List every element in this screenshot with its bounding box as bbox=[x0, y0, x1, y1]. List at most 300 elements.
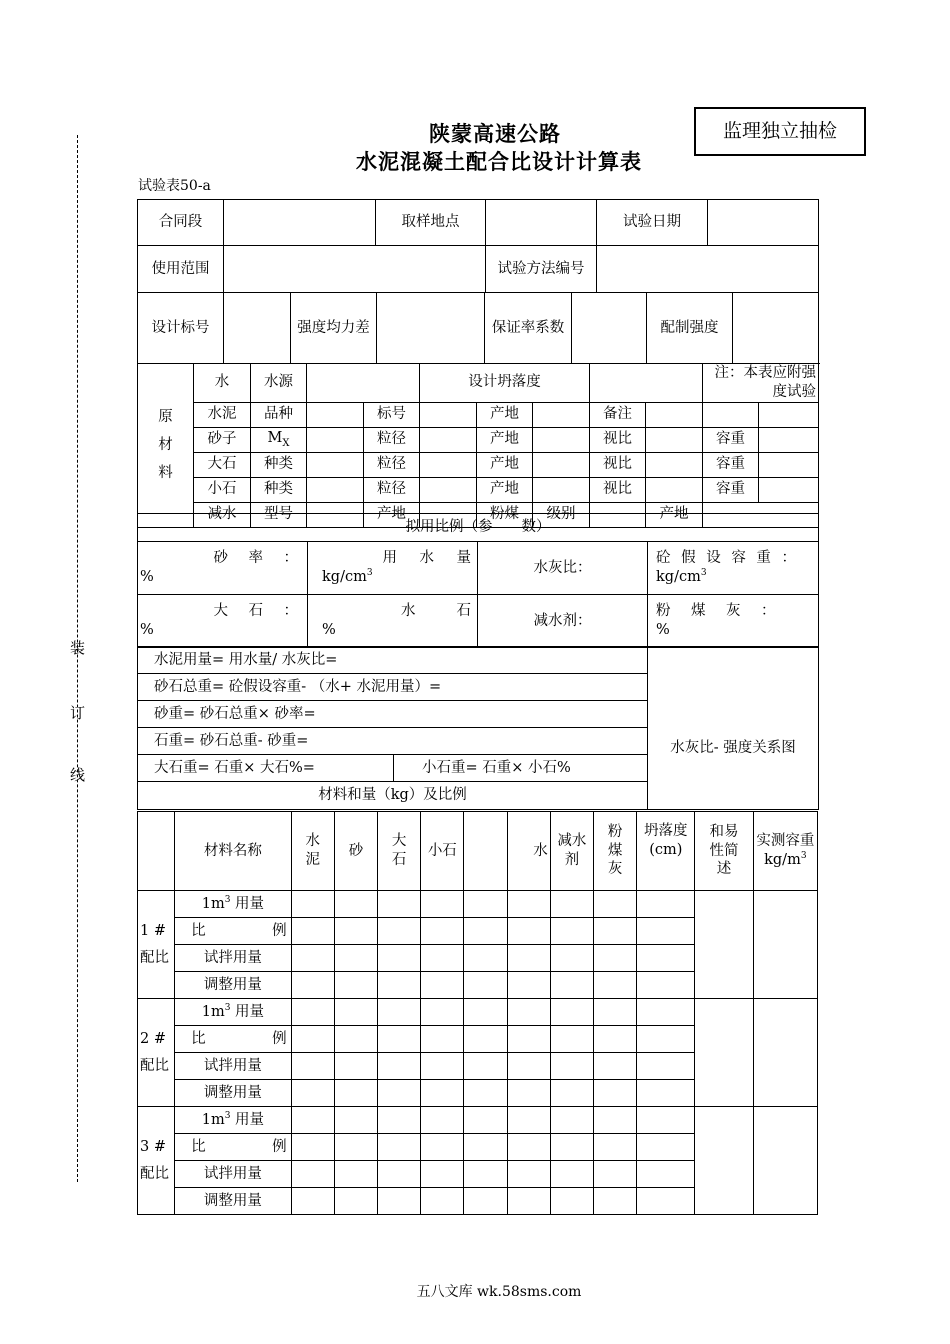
cement-variety-value[interactable] bbox=[307, 402, 364, 427]
big-stone-ratio-label: 大 石 ： bbox=[213, 603, 301, 620]
mix-row-trial: 试拌用量 bbox=[175, 1161, 292, 1188]
mix-group-number: 2 # bbox=[140, 1030, 166, 1047]
test-date-value[interactable] bbox=[708, 200, 819, 246]
mix-table bbox=[137, 811, 818, 1215]
binding-char-3: 线 bbox=[70, 766, 86, 784]
sand-mx-sub: X bbox=[282, 438, 290, 450]
sampling-site-label: 取样地点 bbox=[376, 200, 486, 246]
flyash-ratio-label: 粉 煤 灰 ： bbox=[656, 603, 779, 620]
mix-cell[interactable] bbox=[421, 1188, 464, 1215]
params-section-title: 拟用比例（参 数） bbox=[138, 514, 819, 542]
sand-size-value[interactable] bbox=[420, 427, 477, 452]
mix-header-slump: 坍落度(cm) bbox=[637, 812, 695, 891]
mix-cell[interactable] bbox=[378, 999, 421, 1026]
mix-cell[interactable] bbox=[507, 1161, 550, 1188]
mix-cell[interactable] bbox=[464, 1080, 507, 1107]
small-stone-visual-label: 视比 bbox=[590, 477, 646, 502]
test-method-value[interactable] bbox=[597, 246, 819, 293]
small-stone-bulk-label: 容重 bbox=[703, 477, 759, 502]
sand-mx-label bbox=[251, 427, 307, 452]
mix-cell[interactable] bbox=[593, 1188, 636, 1215]
mix-header-density-text: 实测容重kg/m bbox=[756, 833, 815, 868]
mix-body bbox=[138, 891, 818, 1215]
mix-row-m3-tail: 用量 bbox=[230, 895, 265, 912]
sand-visual-value[interactable] bbox=[646, 427, 703, 452]
mix-header-reducer-text: 减水剂 bbox=[557, 833, 587, 868]
binding-cut-line bbox=[77, 135, 78, 1182]
mix-row-m3 bbox=[175, 891, 292, 918]
design-grade-value[interactable] bbox=[224, 293, 291, 364]
mix-cell[interactable] bbox=[334, 891, 377, 918]
wc-strength-chart-area[interactable] bbox=[648, 647, 819, 810]
cement-variety-label: 品种 bbox=[251, 402, 307, 427]
mix-cell[interactable] bbox=[291, 1134, 334, 1161]
supervision-stamp: 监理独立抽检 bbox=[694, 107, 866, 156]
mix-cell[interactable] bbox=[637, 1107, 695, 1134]
raw-materials-label: 原材料 bbox=[158, 409, 173, 482]
mix-row-m3-text: 1m bbox=[201, 1111, 225, 1128]
mix-workability-cell[interactable] bbox=[695, 999, 753, 1107]
concrete-density-cell[interactable] bbox=[648, 542, 819, 595]
small-stone-size-value[interactable] bbox=[420, 477, 477, 502]
mix-cell[interactable] bbox=[421, 1134, 464, 1161]
water-use-unit bbox=[310, 568, 475, 587]
contract-section-label: 合同段 bbox=[138, 200, 224, 246]
mix-header-workability bbox=[695, 812, 753, 891]
mix-cell[interactable] bbox=[593, 891, 636, 918]
mix-cell[interactable] bbox=[637, 1161, 695, 1188]
flyash-level-label: 级别 bbox=[533, 502, 590, 527]
wc-ratio-cell[interactable] bbox=[478, 542, 648, 595]
cement-remark-value-1[interactable] bbox=[646, 402, 703, 427]
water-use-cell[interactable] bbox=[308, 542, 478, 595]
sand-ratio-unit: % bbox=[140, 569, 154, 585]
mix-row-ratio-b: 例 bbox=[272, 1138, 287, 1155]
mix-row-m3 bbox=[175, 1107, 292, 1134]
mix-row-m3-sup: 3 bbox=[224, 1110, 231, 1121]
flyash-label: 粉煤 bbox=[477, 502, 533, 527]
mix-group-label bbox=[138, 999, 175, 1107]
big-stone-origin-label: 产地 bbox=[477, 452, 533, 477]
sampling-site-value[interactable] bbox=[486, 200, 597, 246]
sand-visual-label: 视比 bbox=[590, 427, 646, 452]
mix-cell[interactable] bbox=[550, 972, 593, 999]
mix-header-water: 水 bbox=[507, 812, 550, 891]
sand-label: 砂子 bbox=[194, 427, 251, 452]
mix-cell[interactable] bbox=[637, 945, 695, 972]
mix-header-density-sup: 3 bbox=[800, 851, 807, 862]
mix-cell[interactable] bbox=[507, 999, 550, 1026]
wc-ratio-label: 水灰比： bbox=[533, 559, 592, 576]
strength-sd-value[interactable] bbox=[377, 293, 485, 364]
mix-row-m3 bbox=[175, 999, 292, 1026]
water-use-label: 用 水 量 bbox=[382, 550, 475, 567]
mix-cell[interactable] bbox=[334, 1107, 377, 1134]
water-stone-unit: % bbox=[322, 622, 336, 638]
mix-cell[interactable] bbox=[421, 891, 464, 918]
mix-group-number: 3 # bbox=[140, 1138, 166, 1155]
mix-row-adjust: 调整用量 bbox=[175, 1188, 292, 1215]
mix-cell[interactable] bbox=[421, 918, 464, 945]
mix-cell[interactable] bbox=[464, 1134, 507, 1161]
mix-cell[interactable] bbox=[507, 1026, 550, 1053]
sand-mx-text: M bbox=[267, 430, 283, 447]
strength-sd-label: 强度均力差 bbox=[291, 293, 377, 364]
mix-row-ratio bbox=[175, 918, 292, 945]
mix-header-sand: 砂 bbox=[334, 812, 377, 891]
small-stone-bulk-value[interactable] bbox=[759, 477, 819, 502]
mix-row-ratio-a: 比 bbox=[191, 1030, 206, 1047]
mix-cell[interactable] bbox=[464, 1026, 507, 1053]
document-subtitle: 水泥混凝土配合比设计计算表 bbox=[356, 150, 642, 174]
mix-header-big-stone bbox=[378, 812, 421, 891]
mix-cell[interactable] bbox=[291, 1188, 334, 1215]
test-date-label: 试验日期 bbox=[597, 200, 708, 246]
sand-ratio-label: 砂 率 ： bbox=[213, 550, 301, 567]
mix-cell[interactable] bbox=[378, 1161, 421, 1188]
mix-cell[interactable] bbox=[593, 1080, 636, 1107]
mix-group-label bbox=[138, 891, 175, 999]
mix-cell[interactable] bbox=[378, 1188, 421, 1215]
mix-cell[interactable] bbox=[378, 1026, 421, 1053]
cement-origin-value[interactable] bbox=[533, 402, 590, 427]
mix-cell[interactable] bbox=[550, 1053, 593, 1080]
small-stone-kind-label: 种类 bbox=[251, 477, 307, 502]
mix-cell[interactable] bbox=[421, 1080, 464, 1107]
mix-cell[interactable] bbox=[291, 1053, 334, 1080]
raw-materials-group bbox=[138, 364, 194, 528]
big-stone-size-label: 粒径 bbox=[364, 452, 420, 477]
mix-row bbox=[138, 891, 818, 918]
design-slump-value[interactable] bbox=[590, 364, 703, 403]
info-table-1 bbox=[137, 199, 819, 293]
mix-cell[interactable] bbox=[464, 891, 507, 918]
sand-size-label: 粒径 bbox=[364, 427, 420, 452]
sand-origin-value[interactable] bbox=[533, 427, 590, 452]
test-method-label: 试验方法编号 bbox=[486, 246, 597, 293]
mix-row-m3-text: 1m bbox=[201, 1003, 225, 1020]
big-stone-visual-value[interactable] bbox=[646, 452, 703, 477]
mix-cell[interactable] bbox=[507, 972, 550, 999]
sand-origin-label: 产地 bbox=[477, 427, 533, 452]
formula-stone: 石重= 砂石总重- 砂重= bbox=[138, 728, 648, 755]
mix-cell[interactable] bbox=[291, 891, 334, 918]
mix-row-ratio-a: 比 bbox=[191, 1138, 206, 1155]
big-stone-visual-label: 视比 bbox=[590, 452, 646, 477]
mix-cell[interactable] bbox=[291, 1080, 334, 1107]
reducer-ratio-label: 减水剂： bbox=[533, 612, 592, 629]
mix-density-cell[interactable] bbox=[753, 1107, 817, 1215]
mix-header-reducer bbox=[550, 812, 593, 891]
mix-cell[interactable] bbox=[291, 1107, 334, 1134]
mix-row bbox=[138, 1107, 818, 1134]
binding-char-2: 订 bbox=[70, 704, 86, 722]
mix-row-ratio-b: 例 bbox=[272, 922, 287, 939]
mix-cell[interactable] bbox=[291, 999, 334, 1026]
use-scope-value[interactable] bbox=[224, 246, 486, 293]
form-number: 试验表50-a bbox=[138, 178, 211, 194]
mix-cell[interactable] bbox=[291, 1161, 334, 1188]
cement-remark-label: 备注 bbox=[590, 402, 646, 427]
mix-density-cell[interactable] bbox=[753, 999, 817, 1107]
small-stone-origin-value[interactable] bbox=[533, 477, 590, 502]
note-text: 注：本表应附强度试验 bbox=[703, 364, 819, 403]
water-source-label: 水源 bbox=[251, 364, 307, 403]
mix-row-ratio bbox=[175, 1026, 292, 1053]
big-stone-bulk-value[interactable] bbox=[759, 452, 819, 477]
guarantee-factor-value[interactable] bbox=[572, 293, 647, 364]
cement-grade-label: 标号 bbox=[364, 402, 420, 427]
small-stone-label: 小石 bbox=[194, 477, 251, 502]
mix-cell[interactable] bbox=[550, 891, 593, 918]
params-table bbox=[137, 513, 819, 648]
mix-header-big-stone-text: 大石 bbox=[391, 833, 407, 868]
mix-cell[interactable] bbox=[507, 1134, 550, 1161]
mix-cell[interactable] bbox=[507, 1188, 550, 1215]
contract-section-value[interactable] bbox=[224, 200, 376, 246]
mix-cell[interactable] bbox=[593, 972, 636, 999]
mix-cell[interactable] bbox=[464, 1053, 507, 1080]
big-stone-kind-label: 种类 bbox=[251, 452, 307, 477]
mix-cell[interactable] bbox=[378, 1134, 421, 1161]
mix-header-blank bbox=[464, 812, 507, 891]
big-stone-size-value[interactable] bbox=[420, 452, 477, 477]
formula-sand-stone-total: 砂石总重= 砼假设容重- （水+ 水泥用量）= bbox=[138, 674, 648, 701]
mix-row-trial: 试拌用量 bbox=[175, 1053, 292, 1080]
mix-cell[interactable] bbox=[378, 972, 421, 999]
mix-cell[interactable] bbox=[637, 972, 695, 999]
big-stone-label: 大石 bbox=[194, 452, 251, 477]
water-stone-cell[interactable] bbox=[308, 595, 478, 648]
mix-cell[interactable] bbox=[421, 1053, 464, 1080]
cement-remark-value-3[interactable] bbox=[759, 402, 819, 427]
big-stone-bulk-label: 容重 bbox=[703, 452, 759, 477]
mix-cell[interactable] bbox=[421, 1161, 464, 1188]
prep-strength-label: 配制强度 bbox=[647, 293, 733, 364]
mix-cell[interactable] bbox=[593, 1161, 636, 1188]
flyash-origin-label: 产地 bbox=[646, 502, 703, 527]
mix-cell[interactable] bbox=[464, 945, 507, 972]
cement-grade-value[interactable] bbox=[420, 402, 477, 427]
water-use-unit-text: kg/cm bbox=[322, 569, 367, 585]
mix-row-m3-sup: 3 bbox=[224, 1002, 231, 1013]
mix-density-cell[interactable] bbox=[753, 891, 817, 999]
big-stone-ratio-unit: % bbox=[140, 622, 154, 638]
reducer-ratio-cell[interactable] bbox=[478, 595, 648, 648]
mix-cell[interactable] bbox=[507, 945, 550, 972]
mix-cell[interactable] bbox=[507, 891, 550, 918]
mix-group-suffix: 配比 bbox=[140, 949, 169, 966]
mix-cell[interactable] bbox=[464, 972, 507, 999]
mix-cell[interactable] bbox=[593, 918, 636, 945]
reducer-origin-label: 产地 bbox=[364, 502, 420, 527]
use-scope-label: 使用范围 bbox=[138, 246, 224, 293]
mix-cell[interactable] bbox=[378, 1053, 421, 1080]
cement-label: 水泥 bbox=[194, 402, 251, 427]
cement-remark-value-2[interactable] bbox=[703, 402, 759, 427]
mix-row-ratio-b: 例 bbox=[272, 1030, 287, 1047]
mix-cell[interactable] bbox=[421, 1026, 464, 1053]
mix-cell[interactable] bbox=[378, 918, 421, 945]
big-stone-origin-value[interactable] bbox=[533, 452, 590, 477]
sand-bulk-value[interactable] bbox=[759, 427, 819, 452]
mix-cell[interactable] bbox=[378, 945, 421, 972]
mix-cell[interactable] bbox=[291, 945, 334, 972]
mix-cell[interactable] bbox=[507, 1080, 550, 1107]
mix-workability-cell[interactable] bbox=[695, 891, 753, 999]
mix-cell[interactable] bbox=[593, 1134, 636, 1161]
mix-cell[interactable] bbox=[637, 999, 695, 1026]
mix-cell[interactable] bbox=[334, 1053, 377, 1080]
binding-char-1: 装 bbox=[70, 639, 86, 657]
mix-cell[interactable] bbox=[378, 1107, 421, 1134]
mix-cell[interactable] bbox=[334, 1188, 377, 1215]
mix-cell[interactable] bbox=[334, 945, 377, 972]
mix-cell[interactable] bbox=[464, 1107, 507, 1134]
mix-group-suffix: 配比 bbox=[140, 1057, 169, 1074]
mix-cell[interactable] bbox=[637, 1026, 695, 1053]
mix-cell[interactable] bbox=[550, 1080, 593, 1107]
mix-row-m3-tail: 用量 bbox=[230, 1111, 265, 1128]
mix-cell[interactable] bbox=[550, 918, 593, 945]
mix-cell[interactable] bbox=[464, 1161, 507, 1188]
mix-cell[interactable] bbox=[550, 1134, 593, 1161]
mix-cell[interactable] bbox=[637, 1134, 695, 1161]
reducer-label: 减水 bbox=[194, 502, 251, 527]
mix-cell[interactable] bbox=[550, 1026, 593, 1053]
flyash-ratio-unit: % bbox=[656, 622, 670, 638]
mix-row-ratio-a: 比 bbox=[191, 922, 206, 939]
mix-cell[interactable] bbox=[637, 918, 695, 945]
sand-bulk-label: 容重 bbox=[703, 427, 759, 452]
mix-cell[interactable] bbox=[334, 1161, 377, 1188]
mix-cell[interactable] bbox=[421, 1107, 464, 1134]
mix-cell[interactable] bbox=[334, 972, 377, 999]
mix-cell[interactable] bbox=[593, 945, 636, 972]
mix-header-small-stone: 小石 bbox=[421, 812, 464, 891]
mix-cell[interactable] bbox=[291, 918, 334, 945]
mix-cell[interactable] bbox=[550, 945, 593, 972]
concrete-density-unit-text: kg/cm bbox=[656, 569, 701, 585]
concrete-density-label: 砼 假 设 容 重 ： bbox=[656, 550, 800, 567]
mix-row-adjust: 调整用量 bbox=[175, 972, 292, 999]
water-label: 水 bbox=[194, 364, 251, 403]
mix-header-flyash-text: 粉煤灰 bbox=[607, 823, 623, 878]
mix-cell[interactable] bbox=[550, 1188, 593, 1215]
mix-header-name: 材料名称 bbox=[175, 812, 292, 891]
mix-row-m3-text: 1m bbox=[201, 895, 225, 912]
mix-cell[interactable] bbox=[334, 999, 377, 1026]
water-stone-label: 水 石 bbox=[401, 603, 475, 620]
mix-header-workability-text: 和易性简述 bbox=[709, 823, 739, 878]
formula-small-stone: 小石重= 石重× 小石% bbox=[394, 755, 648, 782]
mix-cell[interactable] bbox=[637, 891, 695, 918]
concrete-density-unit-sup: 3 bbox=[700, 568, 707, 579]
mix-cell[interactable] bbox=[421, 945, 464, 972]
formulas-table bbox=[137, 646, 819, 810]
small-stone-origin-label: 产地 bbox=[477, 477, 533, 502]
mix-cell[interactable] bbox=[507, 1053, 550, 1080]
mix-header-density bbox=[753, 812, 817, 891]
guarantee-factor-label: 保证率系数 bbox=[485, 293, 572, 364]
wc-strength-chart-label: 水灰比- 强度关系图 bbox=[670, 739, 796, 756]
mix-cell[interactable] bbox=[637, 1188, 695, 1215]
mix-cell[interactable] bbox=[507, 918, 550, 945]
big-stone-ratio-cell[interactable] bbox=[138, 595, 308, 648]
big-stone-kind-value[interactable] bbox=[307, 452, 364, 477]
small-stone-kind-value[interactable] bbox=[307, 477, 364, 502]
prep-strength-value[interactable] bbox=[733, 293, 819, 364]
cement-origin-label: 产地 bbox=[477, 402, 533, 427]
mix-cell[interactable] bbox=[593, 1026, 636, 1053]
mix-cell[interactable] bbox=[464, 999, 507, 1026]
mix-cell[interactable] bbox=[291, 1026, 334, 1053]
mix-cell[interactable] bbox=[421, 999, 464, 1026]
document-title: 陕蒙高速公路 bbox=[429, 122, 561, 146]
mix-cell[interactable] bbox=[334, 1080, 377, 1107]
mix-cell[interactable] bbox=[334, 918, 377, 945]
sand-ratio-cell[interactable] bbox=[138, 542, 308, 595]
mix-row bbox=[138, 999, 818, 1026]
info-table-2 bbox=[137, 292, 819, 364]
mix-row-trial: 试拌用量 bbox=[175, 945, 292, 972]
mix-cell[interactable] bbox=[421, 972, 464, 999]
mix-cell[interactable] bbox=[378, 1080, 421, 1107]
mix-cell[interactable] bbox=[550, 1107, 593, 1134]
mix-group-label bbox=[138, 1107, 175, 1215]
flyash-ratio-cell[interactable] bbox=[648, 595, 819, 648]
mix-cell[interactable] bbox=[550, 999, 593, 1026]
mix-row-m3-sup: 3 bbox=[224, 894, 231, 905]
mix-group-number: 1 # bbox=[140, 922, 166, 939]
mix-cell[interactable] bbox=[334, 1026, 377, 1053]
formula-sand: 砂重= 砂石总重× 砂率= bbox=[138, 701, 648, 728]
design-slump-label: 设计坍落度 bbox=[420, 364, 590, 403]
concrete-density-unit bbox=[650, 568, 816, 587]
reducer-model-label: 型号 bbox=[251, 502, 307, 527]
mix-cell[interactable] bbox=[593, 1107, 636, 1134]
mix-cell[interactable] bbox=[637, 1080, 695, 1107]
footer-watermark: 五八文库 wk.58sms.com bbox=[416, 1284, 582, 1300]
mix-cell[interactable] bbox=[637, 1053, 695, 1080]
mix-header-cement bbox=[291, 812, 334, 891]
mix-cell[interactable] bbox=[291, 972, 334, 999]
mix-cell[interactable] bbox=[550, 1161, 593, 1188]
mix-cell[interactable] bbox=[464, 918, 507, 945]
mix-corner bbox=[138, 812, 175, 891]
formula-big-stone: 大石重= 石重× 大石%= bbox=[138, 755, 394, 782]
mix-cell[interactable] bbox=[593, 1053, 636, 1080]
mix-row-m3-tail: 用量 bbox=[230, 1003, 265, 1020]
raw-materials-table bbox=[137, 363, 819, 528]
mix-group-suffix: 配比 bbox=[140, 1165, 169, 1182]
sand-mx-value[interactable] bbox=[307, 427, 364, 452]
small-stone-visual-value[interactable] bbox=[646, 477, 703, 502]
formula-cement: 水泥用量= 用水量/ 水灰比= bbox=[138, 647, 648, 674]
mix-cell[interactable] bbox=[593, 999, 636, 1026]
water-source-value[interactable] bbox=[307, 364, 420, 403]
mix-cell[interactable] bbox=[507, 1107, 550, 1134]
mix-row-adjust: 调整用量 bbox=[175, 1080, 292, 1107]
water-use-unit-sup: 3 bbox=[366, 568, 373, 579]
mix-cell[interactable] bbox=[334, 1134, 377, 1161]
amount-title: 材料和量（kg）及比例 bbox=[138, 782, 648, 810]
mix-cell[interactable] bbox=[378, 891, 421, 918]
mix-workability-cell[interactable] bbox=[695, 1107, 753, 1215]
mix-header-cement-text: 水泥 bbox=[305, 833, 320, 868]
small-stone-size-label: 粒径 bbox=[364, 477, 420, 502]
mix-cell[interactable] bbox=[464, 1188, 507, 1215]
